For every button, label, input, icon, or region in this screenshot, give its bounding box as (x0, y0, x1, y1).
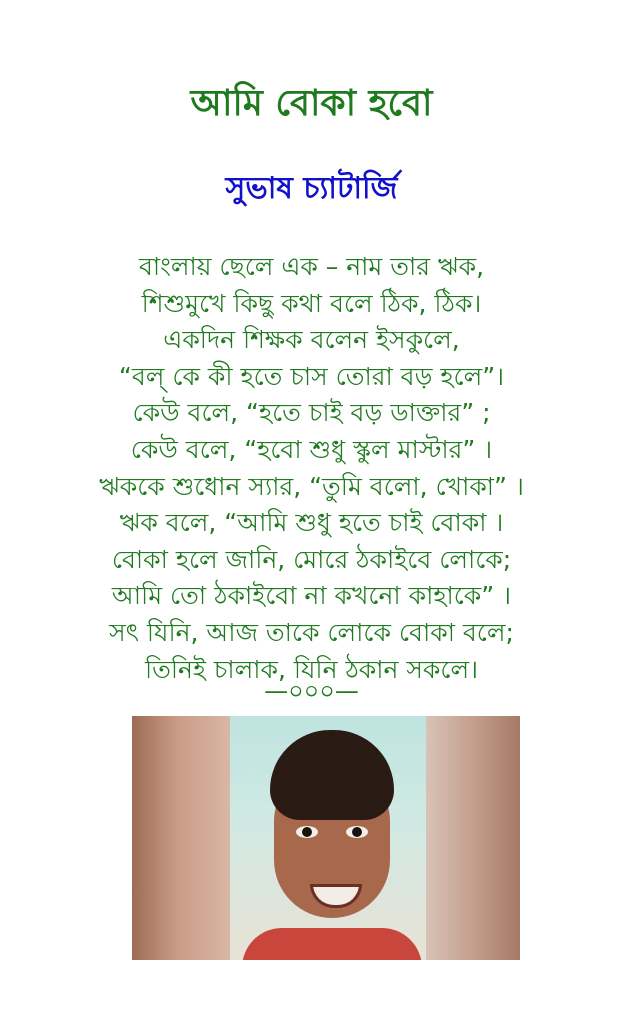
poem-line: বোকা হলে জানি, মোরে ঠকাইবে লোকে; (111, 544, 512, 574)
poem-line: কেউ বলে, “হবো শুধু স্কুল মাস্টার” । (130, 434, 493, 464)
poem-line: তিনিই চালাক, যিনি ঠকান সকলে। (144, 654, 479, 684)
photo-shirt (242, 928, 422, 960)
poem-title: আমি বোকা হবো (190, 83, 433, 124)
end-mark: —০০০— (264, 677, 359, 705)
poem-line: একদিন শিক্ষক বলেন ইসকুলে, (163, 325, 460, 355)
poem-line: ঋককে শুধোন স্যার, “তুমি বলো, খোকা” । (99, 471, 524, 501)
poem-line: বাংলায় ছেলে এক – নাম তার ঋক, (138, 252, 485, 281)
photo-eye-right (346, 826, 368, 838)
poem-line: ঋক বলে, “আমি শুধু হতে চাই বোকা । (119, 508, 504, 538)
poem-line: শিশুমুখে কিছু কথা বলে ঠিক, ঠিক। (141, 288, 482, 318)
poem-body (0, 249, 623, 688)
poem-line: সৎ যিনি, আজ তাকে লোকে বোকা বলে; (109, 617, 514, 647)
poem-line: কেউ বলে, “হতে চাই বড় ডাক্তার” ; (132, 398, 491, 428)
photo-blur-right (426, 716, 520, 960)
poem-line: আমি তো ঠকাইবো না কখনো কাহাকে” । (111, 581, 512, 611)
photo-eye-left (296, 826, 318, 838)
child-photo (132, 716, 520, 960)
poem-line: “বল্ কে কী হতে চাস তোরা বড় হলে”। (118, 361, 505, 391)
poem-author: সুভাষ চ্যাটার্জি (225, 171, 398, 206)
photo-blur-left (132, 716, 230, 960)
